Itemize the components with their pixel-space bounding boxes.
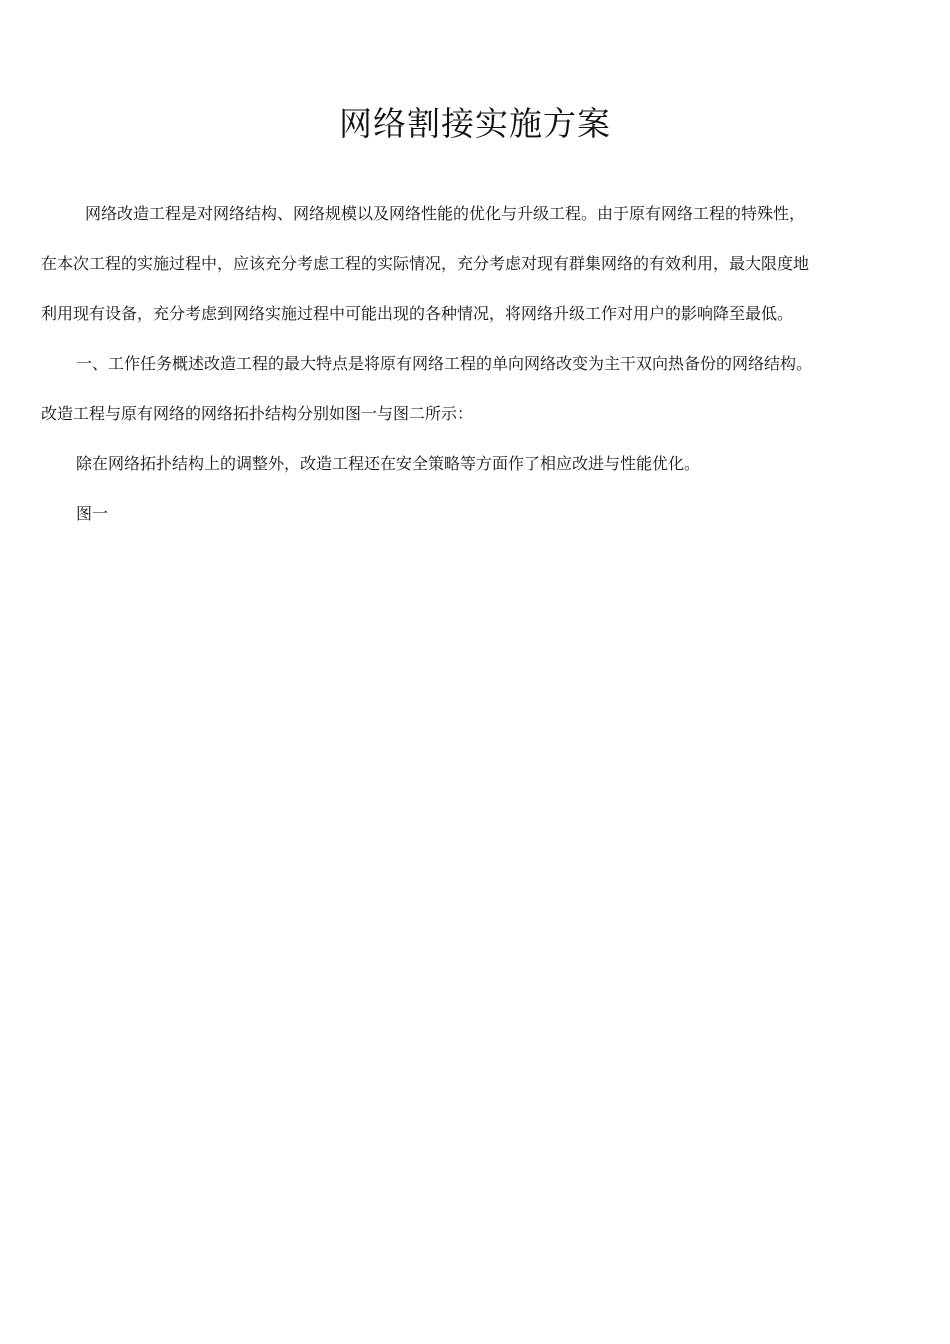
paragraph-task-overview	[41, 339, 921, 439]
paragraph-intro-line-1: 网络改造工程是对网络结构、网络规模以及网络性能的优化与升级工程。由于原有网络工程的特殊性，	[85, 204, 806, 223]
paragraph-intro-line-3: 利用现有设备，充分考虑到网络实施过程中可能出现的各种情况，将网络升级工作对用户的影响降至最低。	[41, 304, 794, 323]
paragraph-adjustments	[41, 439, 921, 489]
document-title: 网络割接实施方案	[339, 104, 611, 143]
figure-caption	[41, 489, 921, 539]
paragraph-intro-line-2: 在本次工程的实施过程中，应该充分考虑工程的实际情况，充分考虑对现有群集网络的有效利用，最大限度地	[41, 254, 810, 273]
paragraph-adjustments-line: 除在网络拓扑结构上的调整外，改造工程还在安全策略等方面作了相应改进与性能优化。	[76, 454, 701, 473]
paragraph-task-overview-line-2: 改造工程与原有网络的网络拓扑结构分别如图一与图二所示：	[41, 404, 474, 423]
paragraph-task-overview-line-1: 一、工作任务概述改造工程的最大特点是将原有网络工程的单向网络改变为主干双向热备份的网络结构。	[76, 354, 813, 373]
figure-caption-line: 图一	[76, 504, 109, 523]
paragraph-intro	[41, 189, 921, 339]
